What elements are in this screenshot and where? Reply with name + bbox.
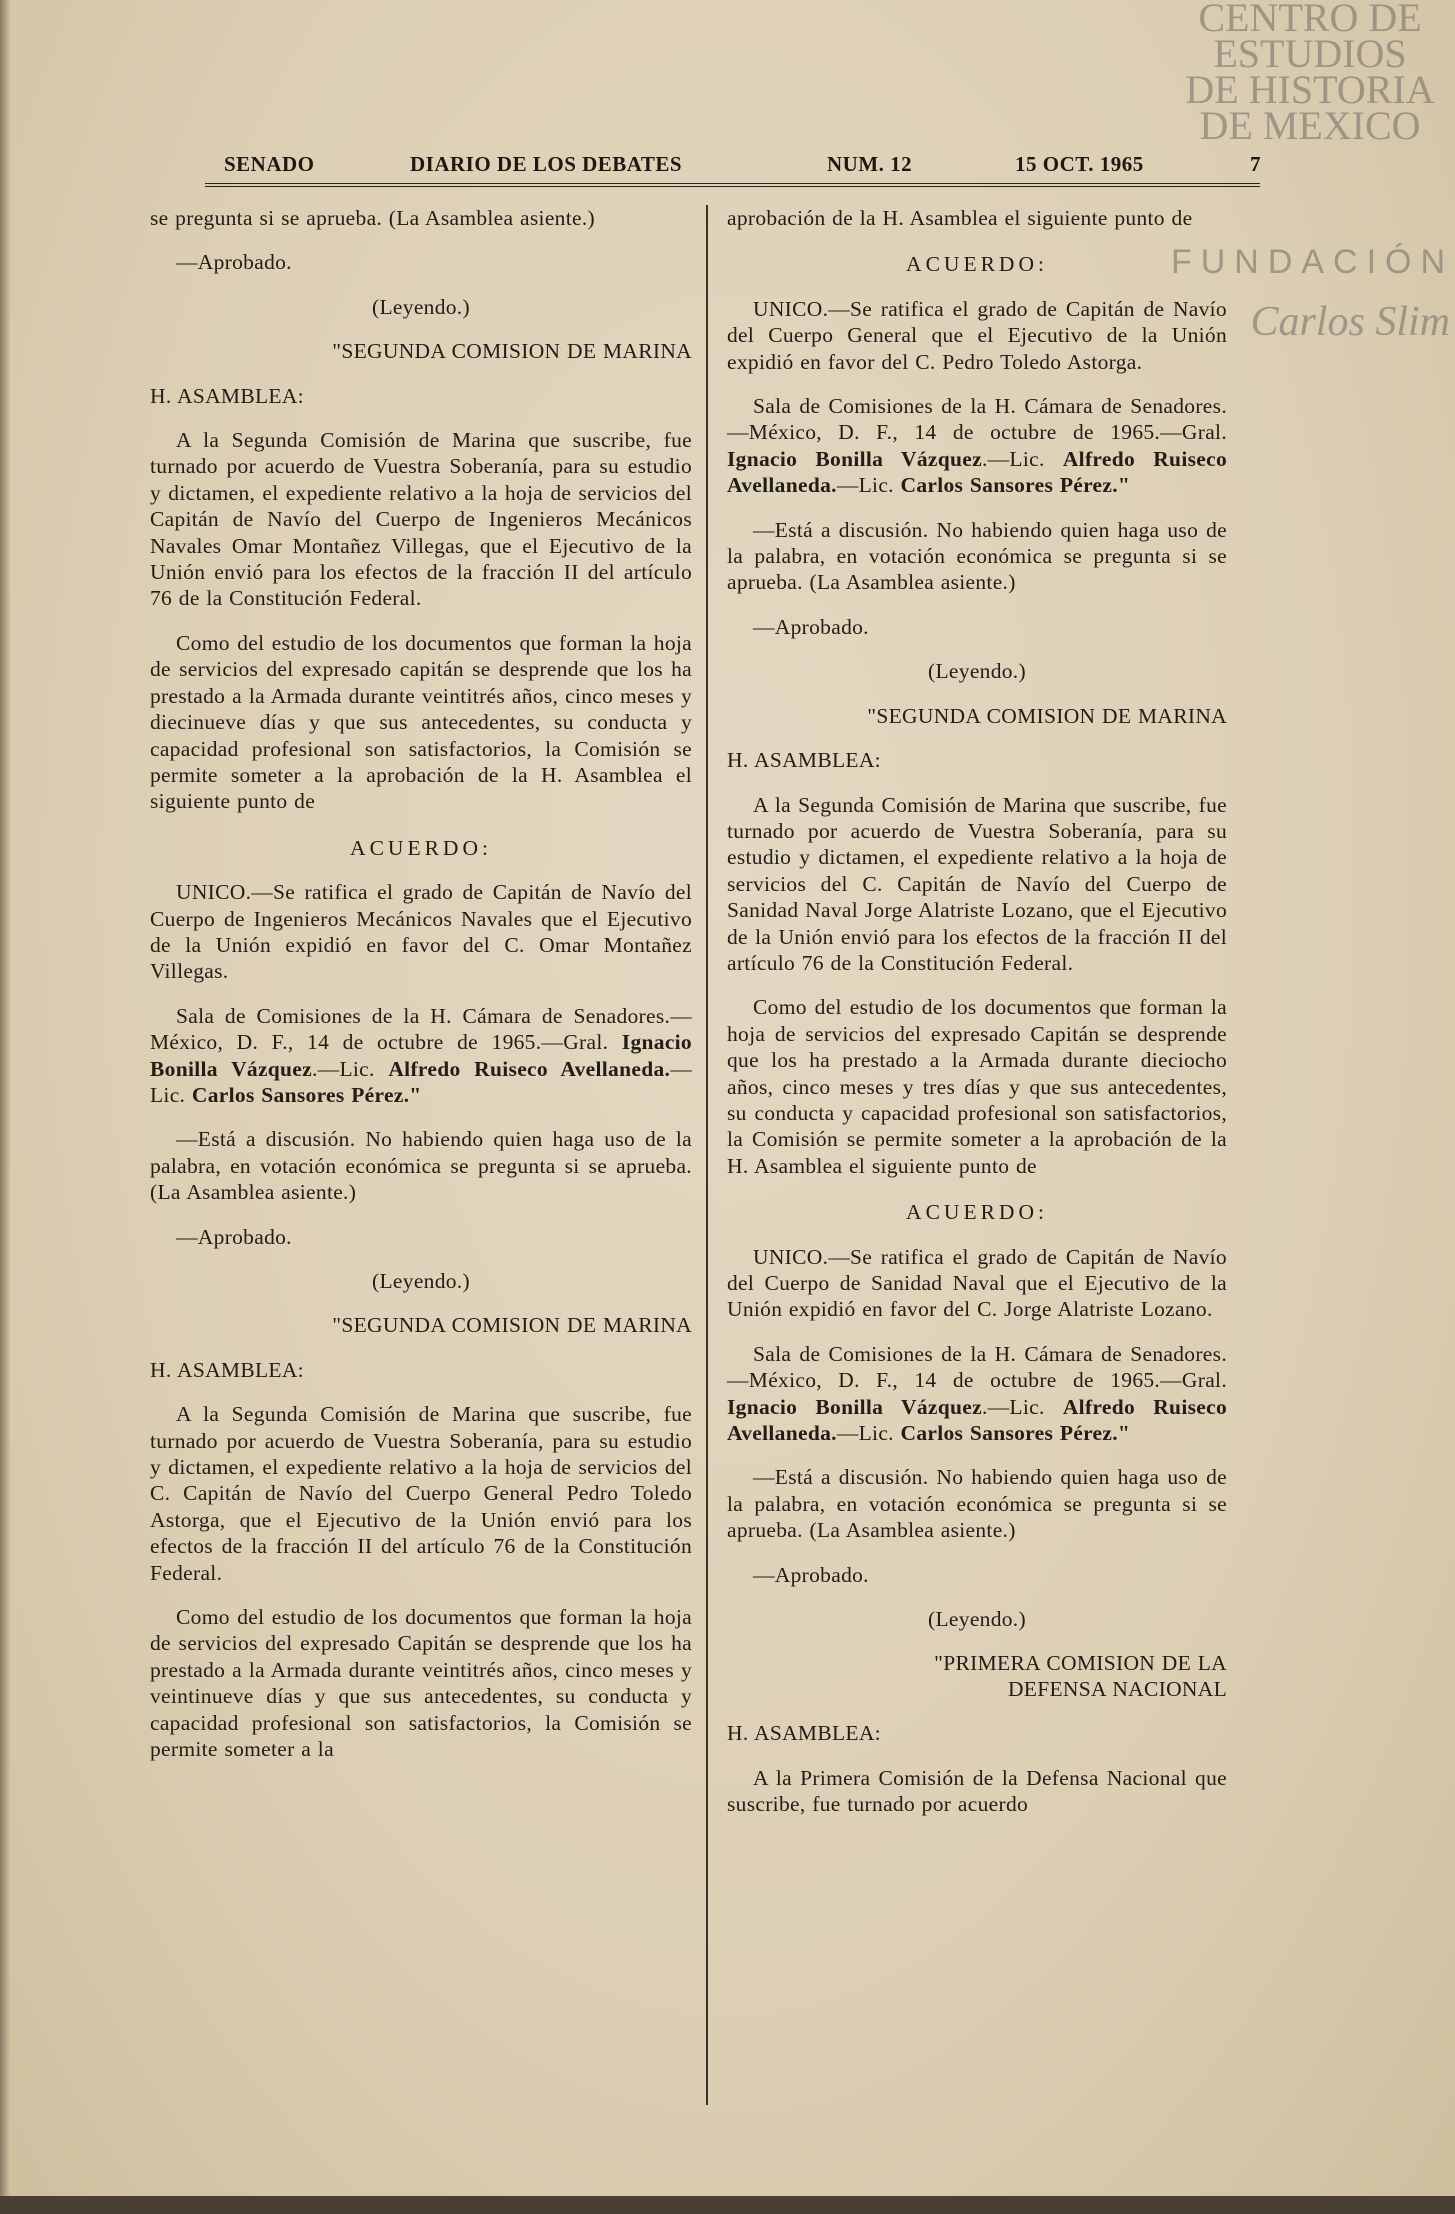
reading-note: (Leyendo.) [372, 294, 470, 319]
acuerdo-heading: ACUERDO: [906, 1200, 1048, 1225]
signer-name: Carlos Sansores Pérez." [900, 1421, 1131, 1446]
paragraph: aprobación de la H. Asamblea el siguiente punto de [727, 206, 1193, 230]
text: Sala de Comisiones de la H. Cámara de Senadores.—México, D. F., 14 de octubre de 1965.—Gral. [150, 1003, 692, 1055]
paragraph: UNICO.—Se ratifica el grado de Capitán de Navío del Cuerpo de Sanidad Naval que el Ejecutivo de la Unión expidió en favor del C. Jorge Alatriste Lozano. [727, 1244, 1227, 1322]
text: —Lic. [836, 1421, 901, 1446]
paragraph: —Aprobado. [753, 1562, 869, 1587]
paragraph: A la Segunda Comisión de Marina que suscribe, fue turnado por acuerdo de Vuestra Soberanía, para su estudio y dictamen, el expediente relativo a la hoja de servicios del C. Capitán de Navío del Cuerpo General Pedro Toledo Astorga, que el Ejecutivo de la Unión envió para los efectos de la fracción II del artículo 76 de la Constitución Federal. [150, 1402, 692, 1585]
signer-name: Ignacio Bonilla Vázquez [727, 446, 982, 471]
section-title: "SEGUNDA COMISION DE MARINA [332, 339, 692, 364]
text: Sala de Comisiones de la H. Cámara de Senadores.—México, D. F., 14 de octubre de 1965.—Gral. [727, 394, 1227, 445]
section-title: "PRIMERA COMISION DE LA [934, 1651, 1227, 1676]
text: —Lic. [150, 1056, 693, 1107]
watermark-text: DE HISTORIA [1185, 67, 1435, 112]
watermark-text: ESTUDIOS [1213, 31, 1407, 76]
section-title: "SEGUNDA COMISION DE MARINA [867, 703, 1227, 728]
paragraph: A la Primera Comisión de la Defensa Nacional que suscribe, fue turnado por acuerdo [727, 1765, 1227, 1817]
reading-note: (Leyendo.) [372, 1269, 470, 1293]
salutation: H. ASAMBLEA: [727, 748, 881, 773]
running-header [205, 146, 1260, 180]
page-number: 7 [1250, 152, 1261, 176]
paragraph: A la Segunda Comisión de Marina que suscribe, fue turnado por acuerdo de Vuestra Soberanía, para su estudio y dictamen, el expediente relativo a la hoja de servicios del Capitán de Navío del Cuerpo de Ingenieros Mecánicos Navales Omar Montañez Villegas, que el Ejecutivo de la Unión envió para los efectos de la fracción II del artículo 76 de la Constitución Federal. [150, 428, 692, 611]
header-rule [205, 183, 1260, 187]
text: Sala de Comisiones de la H. Cámara de Senadores.—México, D. F., 14 de octubre de 1965.—Gral. [727, 1341, 1227, 1393]
paragraph: Como del estudio de los documentos que forman la hoja de servicios del expresado Capitán se desprende que los ha prestado a la Armada durante veintitrés años, cinco meses y veintinueve días y que sus antecedentes, su conducta y capacidad profesional son satisfactorios, la Comisión se permite someter a la [150, 1605, 692, 1762]
acuerdo-heading: ACUERDO: [350, 835, 492, 860]
paragraph: Como del estudio de los documentos que forman la hoja de servicios del expresado capitán se desprende que los ha prestado a la Armada durante veintitrés años, cinco meses y diecinueve días y que sus antecedentes, su conducta y capacidad profesional son satisfactorios, la Comisión se permite someter a la aprobación de la H. Asamblea el siguiente punto de [150, 630, 692, 814]
paragraph: UNICO.—Se ratifica el grado de Capitán de Navío del Cuerpo General que el Ejecutivo de la Unión expidió en favor del C. Pedro Toledo Astorga. [727, 296, 1227, 374]
paragraph: UNICO.—Se ratifica el grado de Capitán de Navío del Cuerpo de Ingenieros Mecánicos Navales que el Ejecutivo de la Unión expidió en favor del C. Omar Montañez Villegas. [150, 880, 692, 984]
section-title: "SEGUNDA COMISION DE MARINA [332, 1313, 692, 1338]
paragraph: A la Segunda Comisión de Marina que suscribe, fue turnado por acuerdo de Vuestra Soberanía, para su estudio y dictamen, el expediente relativo a la hoja de servicios del C. Capitán de Navío del Cuerpo de Sanidad Naval Jorge Alatriste Lozano, que el Ejecutivo de la Unión envió para los efectos de la fracción II del artículo 76 de la Constitución Federal. [727, 792, 1227, 975]
paragraph: —Aprobado. [753, 614, 869, 639]
reading-note: (Leyendo.) [928, 1607, 1026, 1632]
salutation: H. ASAMBLEA: [150, 383, 304, 408]
column-divider [706, 205, 708, 2105]
header-journal: DIARIO DE LOS DEBATES [410, 152, 683, 176]
signature-paragraph [727, 393, 1227, 499]
signer-name: Ignacio Bonilla Vázquez [150, 1030, 692, 1081]
section-title-continued: DEFENSA NACIONAL [1007, 1677, 1227, 1702]
watermark-text: DE MEXICO [1199, 103, 1421, 148]
signer-name: Alfredo Ruiseco Avellaneda. [727, 446, 1227, 498]
signer-name: Alfredo Ruiseco Avellaneda. [388, 1056, 671, 1081]
signer-name: Alfredo Ruiseco Avellaneda. [727, 1394, 1227, 1446]
text: —Lic. [836, 473, 901, 498]
paragraph: —Aprobado. [176, 250, 292, 275]
paragraph: Como del estudio de los documentos que forman la hoja de servicios del expresado Capitán se desprende que los ha prestado a la Armada durante dieciocho años, cinco meses y tres días y que sus antecedentes, su conducta y capacidad profesional son satisfactorios, la Comisión se permite someter a la aprobación de la H. Asamblea el siguiente punto de [727, 995, 1227, 1178]
signer-name: Carlos Sansores Pérez." [191, 1082, 422, 1107]
text: .—Lic. [312, 1056, 389, 1081]
header-number: NUM. 12 [827, 152, 913, 176]
watermark-text: CENTRO DE [1198, 0, 1422, 40]
signer-name: Ignacio Bonilla Vázquez [727, 1394, 982, 1419]
header-date: 15 OCT. 1965 [1015, 152, 1144, 176]
watermark-fundacion: FUNDACIÓN [1170, 243, 1455, 281]
paragraph: —Está a discusión. No habiendo quien haga uso de la palabra, en votación económica se pregunta si se aprueba. (La Asamblea asiente.) [150, 1127, 692, 1205]
watermark-logo [1170, 0, 1450, 148]
salutation: H. ASAMBLEA: [150, 1357, 304, 1382]
paragraph: —Está a discusión. No habiendo quien haga uso de la palabra, en votación económica se pregunta si se aprueba. (La Asamblea asiente.) [727, 1465, 1227, 1543]
header-section: SENADO [224, 152, 315, 176]
signer-name: Carlos Sansores Pérez." [900, 473, 1131, 498]
reading-note: (Leyendo.) [928, 659, 1026, 684]
paragraph: —Está a discusión. No habiendo quien haga uso de la palabra, en votación económica se pregunta si se aprueba. (La Asamblea asiente.) [727, 517, 1227, 595]
watermark-signature: Carlos Slim [1250, 299, 1450, 345]
acuerdo-heading: ACUERDO: [906, 252, 1048, 277]
paragraph: se pregunta si se aprueba. (La Asamblea asiente.) [150, 206, 595, 230]
paragraph: —Aprobado. [176, 1224, 292, 1249]
left-column [150, 205, 692, 1781]
signature-paragraph [150, 1003, 692, 1109]
signature-paragraph [727, 1341, 1227, 1447]
right-column [727, 205, 1227, 1836]
text: .—Lic. [981, 446, 1063, 471]
salutation: H. ASAMBLEA: [727, 1721, 881, 1746]
text: .—Lic. [981, 1394, 1063, 1419]
